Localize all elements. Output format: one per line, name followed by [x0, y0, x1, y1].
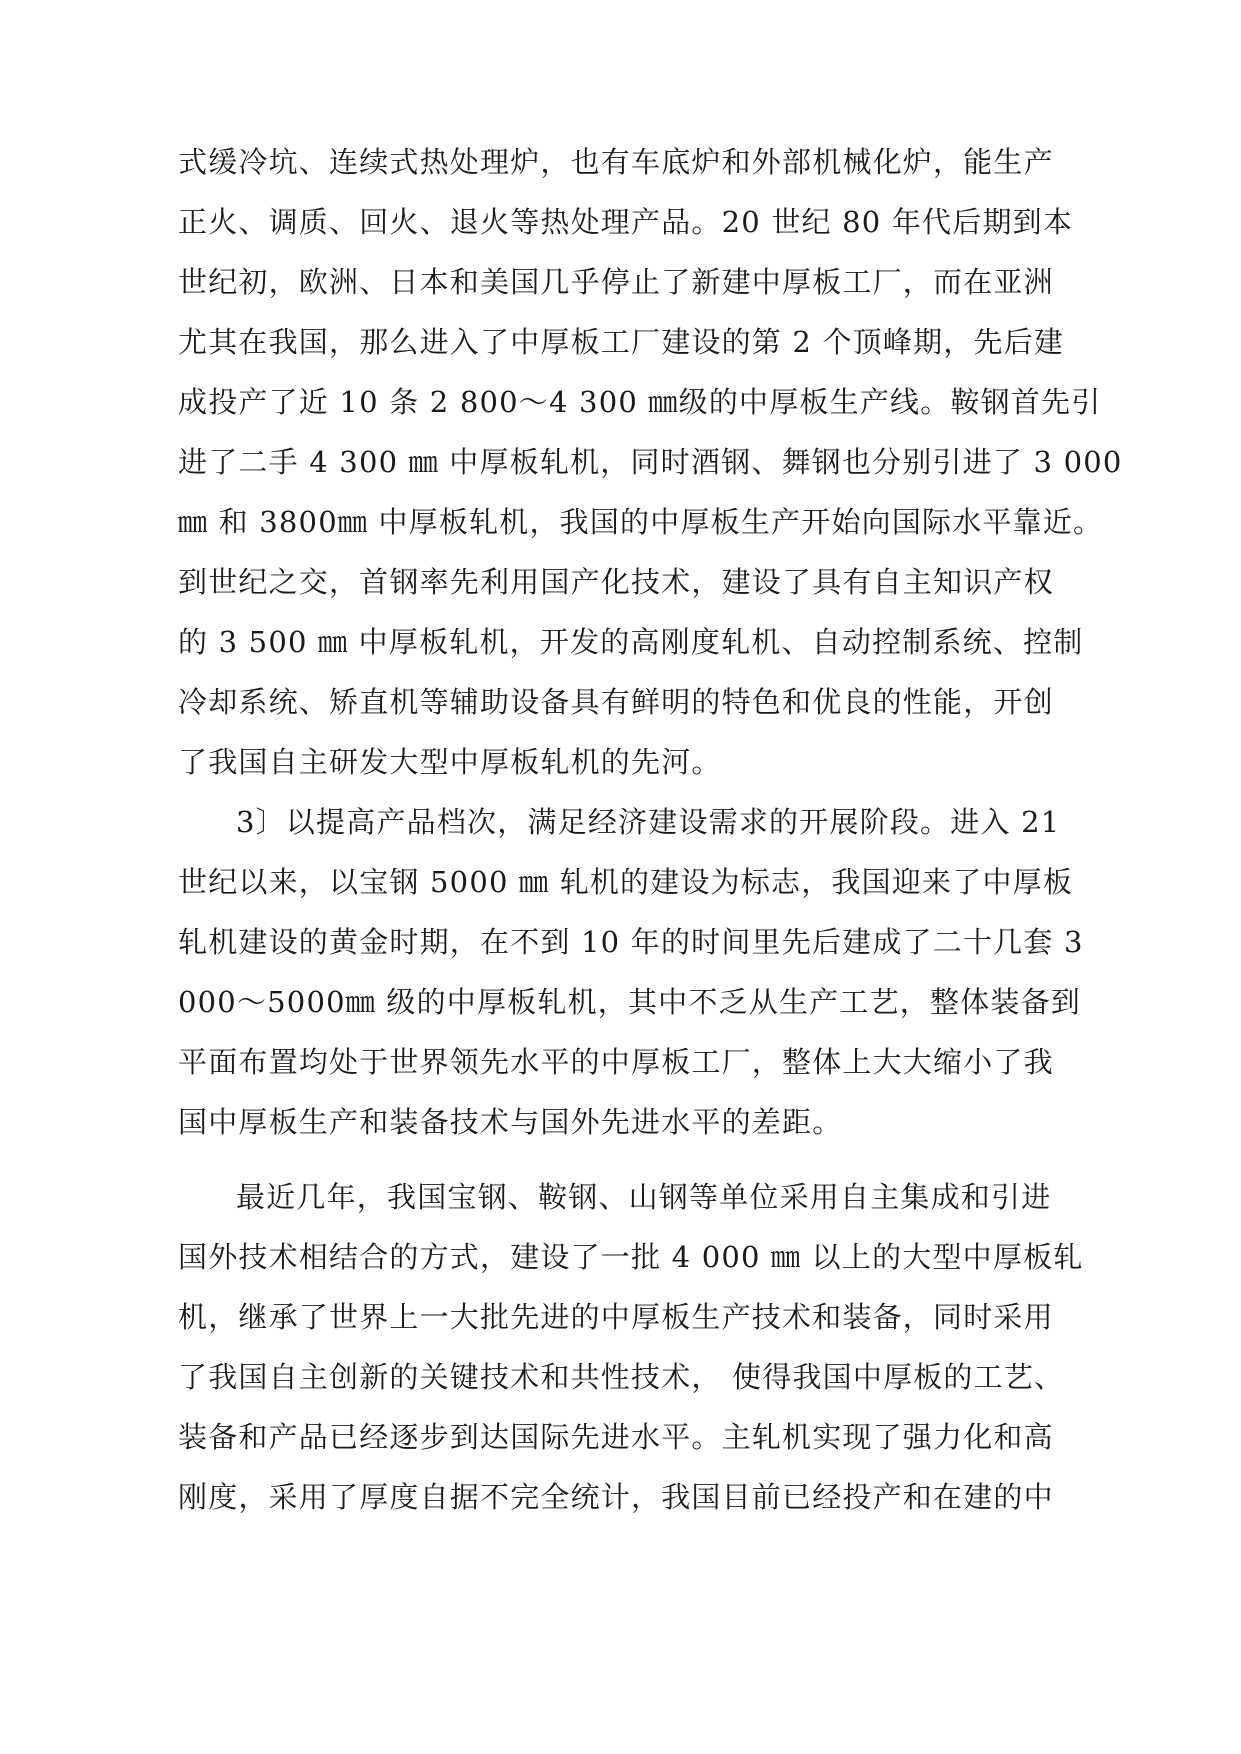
- text-line: 正火、调质、回火、退火等热处理产品。20 世纪 80 年代后期到本: [178, 205, 1074, 239]
- text-line: 世纪初，欧洲、日本和美国几乎停止了新建中厚板工厂，而在亚洲: [178, 265, 1054, 299]
- text-line: 国中厚板生产和装备技术与国外先进水平的差距。: [178, 1105, 843, 1139]
- text-line: ㎜ 和 3800㎜ 中厚板轧机，我国的中厚板生产开始向国际水平靠近。: [178, 505, 1104, 539]
- text-line: 轧机建设的黄金时期，在不到 10 年的时间里先后建成了二十几套 3: [178, 925, 1084, 959]
- text-line: 成投产了近 10 条 2 800～4 300 ㎜级的中厚板生产线。鞍钢首先引: [178, 385, 1102, 419]
- text-line: 刚度，采用了厚度自据不完全统计，我国目前已经投产和在建的中: [178, 1480, 1054, 1514]
- text-line: 国外技术相结合的方式，建设了一批 4 000 ㎜ 以上的大型中厚板轧: [178, 1240, 1084, 1274]
- paragraph-start-line: 3〕以提高产品档次，满足经济建设需求的开展阶段。进入 21: [236, 805, 1061, 839]
- paragraph-start-line: 最近几年，我国宝钢、鞍钢、山钢等单位采用自主集成和引进: [236, 1180, 1052, 1214]
- text-line: 机，继承了世界上一大批先进的中厚板生产技术和装备，同时采用: [178, 1300, 1054, 1334]
- text-line: 了我国自主研发大型中厚板轧机的先河。: [178, 745, 722, 779]
- text-line: 装备和产品已经逐步到达国际先进水平。主轧机实现了强力化和高: [178, 1420, 1054, 1454]
- text-line: 冷却系统、矫直机等辅助设备具有鲜明的特色和优良的性能，开创: [178, 685, 1054, 719]
- text-line: 进了二手 4 300 ㎜ 中厚板轧机，同时酒钢、舞钢也分别引进了 3 000: [178, 445, 1123, 479]
- text-line: 式缓冷坑、连续式热处理炉，也有车底炉和外部机械化炉，能生产: [178, 145, 1054, 179]
- text-line: 到世纪之交，首钢率先利用国产化技术，建设了具有自主知识产权: [178, 565, 1054, 599]
- text-line: 了我国自主创新的关键技术和共性技术， 使得我国中厚板的工艺、: [178, 1360, 1065, 1394]
- text-line: 000～5000㎜ 级的中厚板轧机，其中不乏从生产工艺，整体装备到: [178, 985, 1081, 1019]
- text-line: 尤其在我国，那么进入了中厚板工厂建设的第 2 个顶峰期，先后建: [178, 325, 1065, 359]
- text-line: 的 3 500 ㎜ 中厚板轧机，开发的高刚度轧机、自动控制系统、控制: [178, 625, 1084, 659]
- text-line: 世纪以来，以宝钢 5000 ㎜ 轧机的建设为标志，我国迎来了中厚板: [178, 865, 1074, 899]
- text-line: 平面布置均处于世界领先水平的中厚板工厂，整体上大大缩小了我: [178, 1045, 1054, 1079]
